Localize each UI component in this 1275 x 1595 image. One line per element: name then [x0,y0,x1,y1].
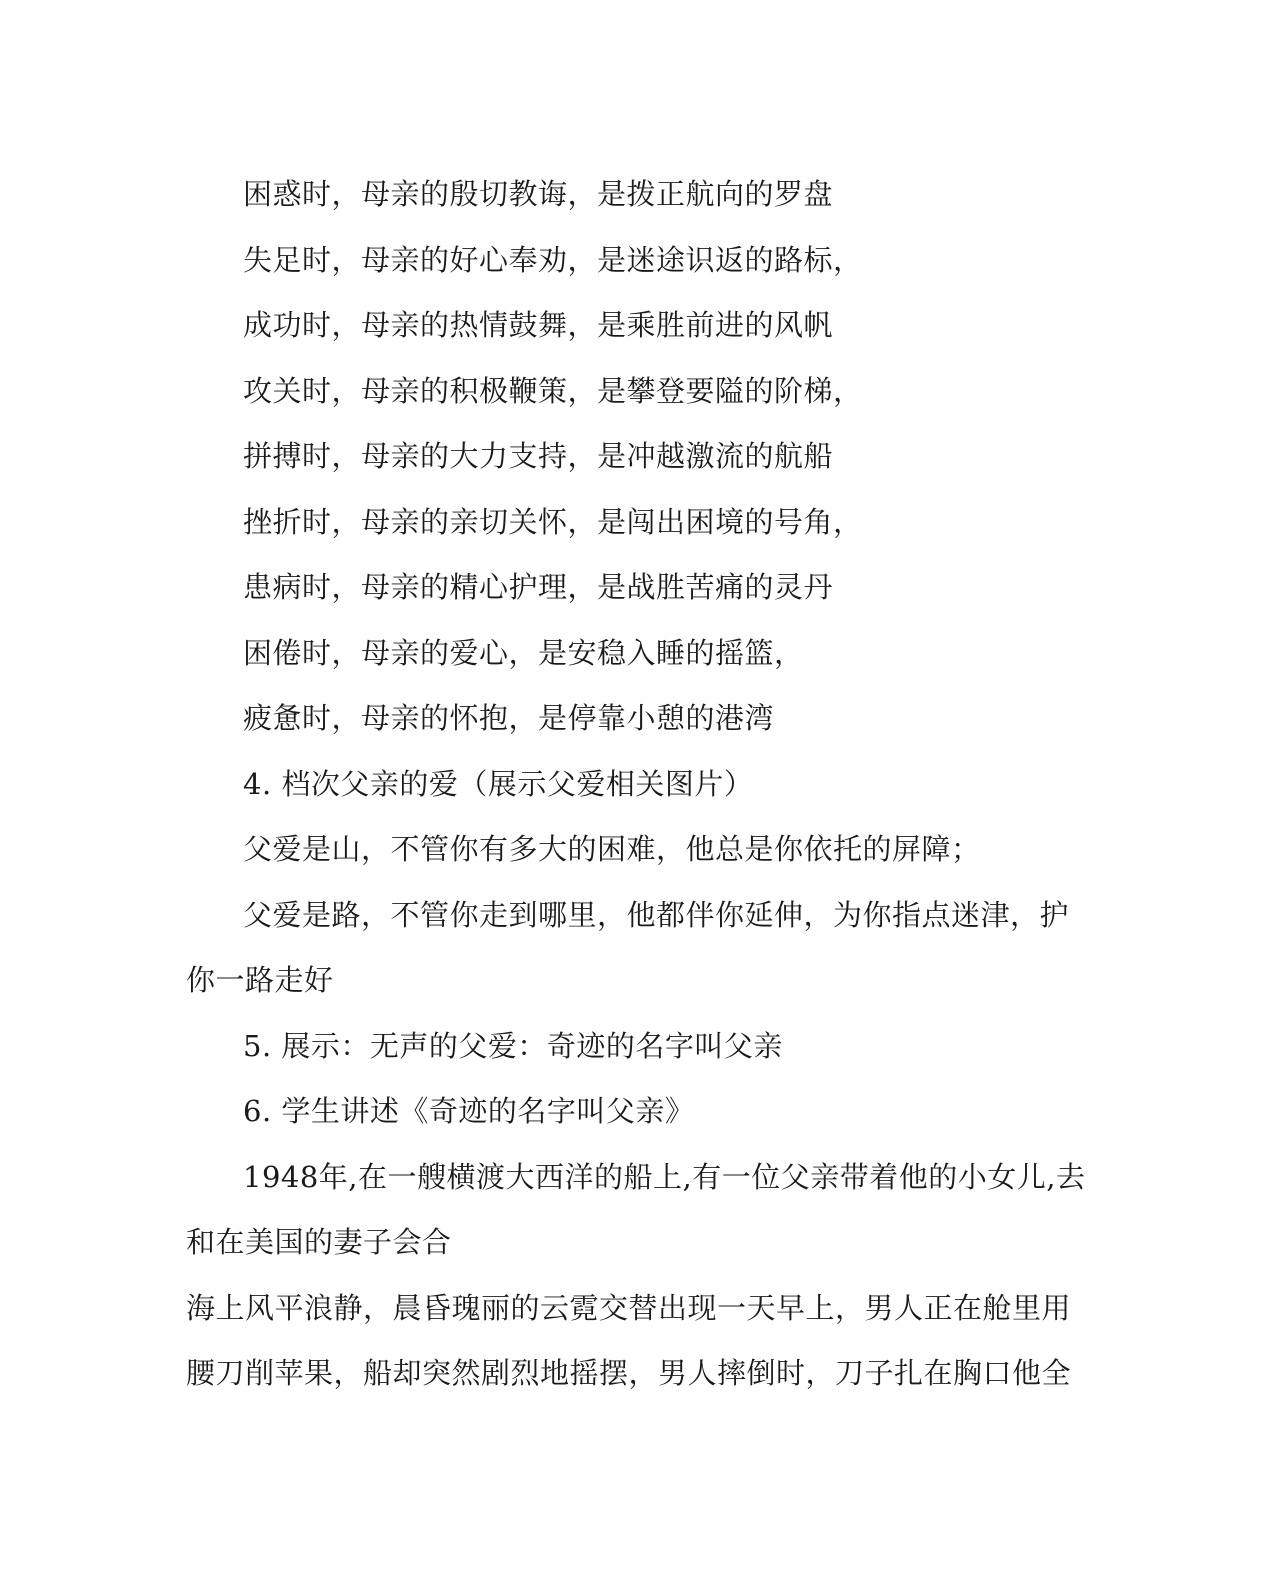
text-line: 1948年,在一艘横渡大西洋的船上,有一位父亲带着他的小女儿,去 [243,1159,1086,1194]
document-body [186,162,1086,1407]
text-line: 父爱是路，不管你走到哪里，他都伴你延伸，为你指点迷津，护 [243,897,1070,932]
text-line: 父爱是山，不管你有多大的困难，他总是你依托的屏障； [243,832,981,866]
text-line: 疲惫时，母亲的怀抱，是停靠小憩的港湾 [243,701,775,735]
text-line: 腰刀削苹果，船却突然剧烈地摇摆，男人摔倒时，刀子扎在胸口他全 [186,1356,1072,1390]
text-line: 海上风平浪静，晨昏瑰丽的云霓交替出现一天早上，男人正在舱里用 [186,1290,1072,1325]
text-line: 困倦时，母亲的爱心，是安稳入睡的摇篮， [243,635,804,670]
section-heading: 4. 档次父亲的爱（展示父爱相关图片） [243,766,754,801]
text-line: 成功时，母亲的热情鼓舞，是乘胜前进的风帆 [243,308,834,342]
section-heading: 6. 学生讲述《奇迹的名字叫父亲》 [243,1094,695,1128]
text-line: 攻关时，母亲的积极鞭策，是攀登要隘的阶梯， [243,373,863,408]
text-line: 和在美国的妻子会合 [186,1225,452,1259]
text-line: 困惑时，母亲的殷切教诲，是拨正航向的罗盘 [243,177,834,211]
text-line: 你一路走好 [186,963,334,997]
text-line: 失足时，母亲的好心奉劝，是迷途识返的路标， [243,242,863,277]
text-line: 患病时，母亲的精心护理，是战胜苦痛的灵丹 [243,570,834,604]
text-line: 挫折时，母亲的亲切关怀，是闯出困境的号角， [243,504,863,539]
section-heading: 5. 展示：无声的父爱：奇迹的名字叫父亲 [243,1028,783,1063]
text-line: 拼搏时，母亲的大力支持，是冲越激流的航船 [243,439,834,473]
